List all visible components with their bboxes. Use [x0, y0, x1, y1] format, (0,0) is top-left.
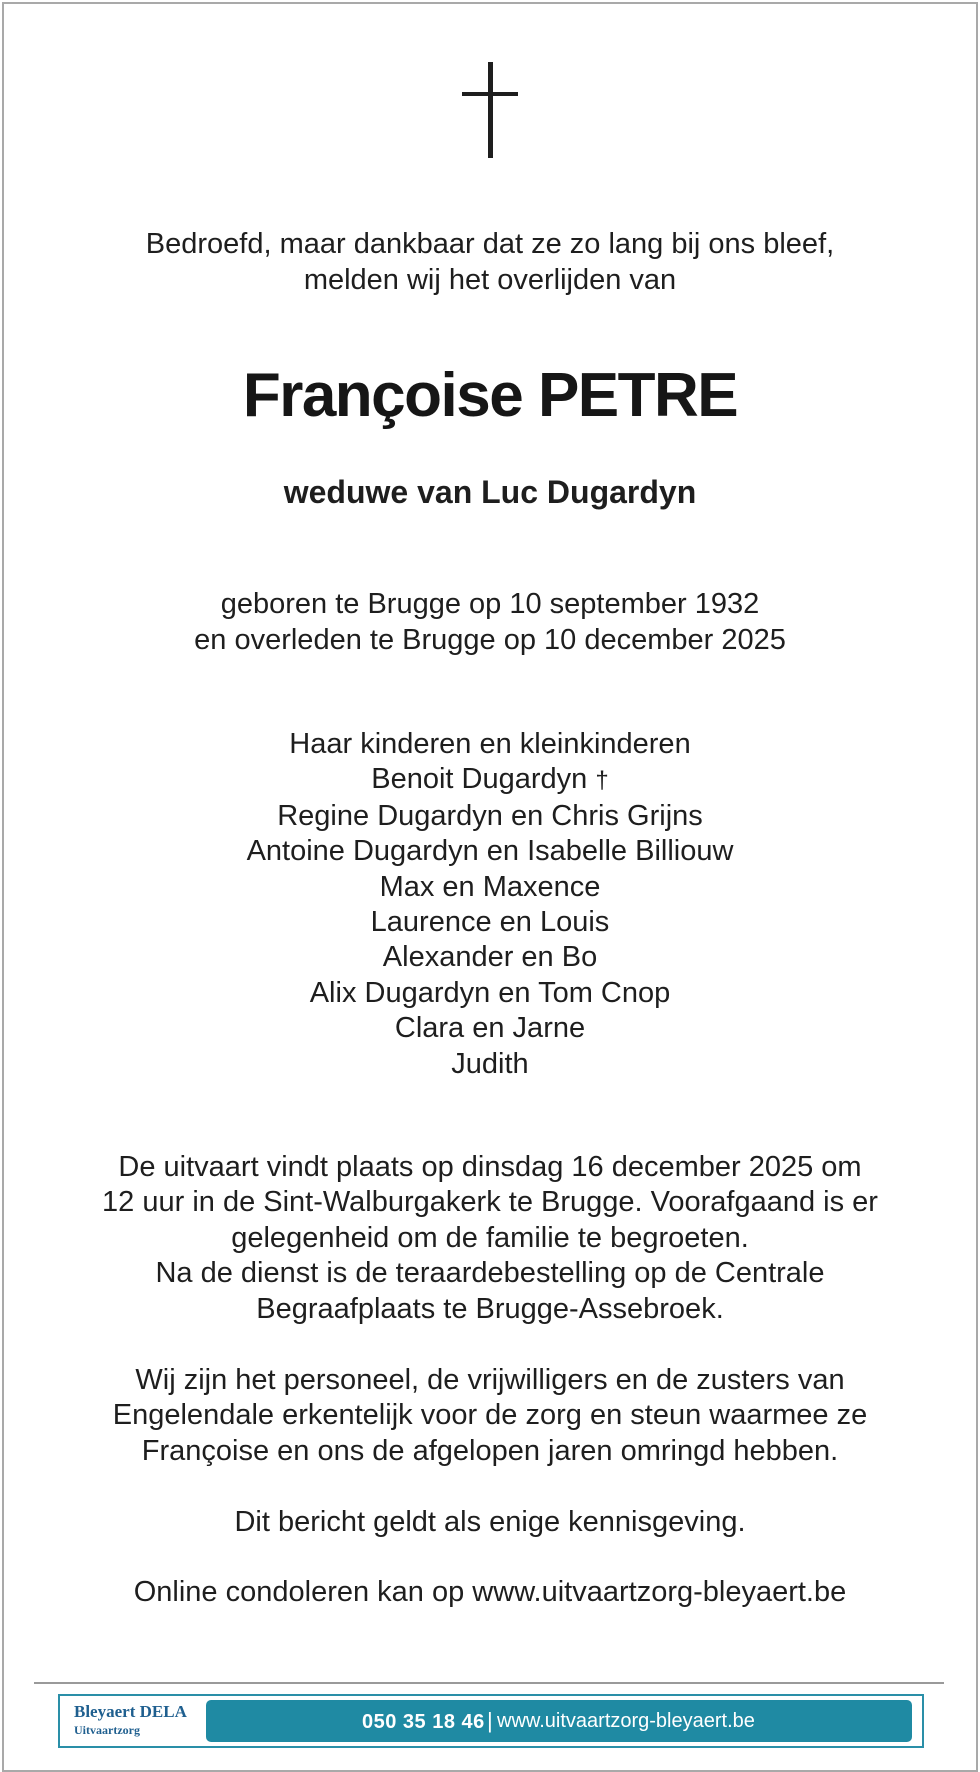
family-member: Alix Dugardyn en Tom Cnop	[309, 976, 671, 1009]
funeral-line: gelegenheid om de familie te begroeten.	[231, 1221, 749, 1254]
family-heading: Haar kinderen en kleinkinderen	[289, 728, 691, 760]
funeral-line: 12 uur in de Sint-Walburgakerk te Brugge. Voorafgaand is er	[102, 1186, 878, 1219]
life-dates	[0, 586, 980, 658]
contact-bar	[206, 1700, 912, 1742]
thanks-text	[0, 1363, 980, 1469]
family-list	[0, 727, 980, 1082]
deceased-name: Françoise PETRE	[242, 361, 738, 430]
phone-number[interactable]: 050 35 18 46	[362, 1711, 485, 1733]
family-member: Judith	[451, 1047, 529, 1080]
family-member	[0, 762, 980, 798]
contact-separator: |	[487, 1708, 493, 1733]
funeral-details	[0, 1150, 980, 1327]
family-member: Max en Maxence	[379, 870, 601, 903]
intro-line: melden wij het overlijden van	[303, 264, 677, 296]
thanks-line: Wij zijn het personeel, de vrijwilligers en de zusters van	[135, 1364, 845, 1396]
brand-logo	[74, 1702, 204, 1738]
website-link[interactable]: www.uitvaartzorg-bleyaert.be	[497, 1710, 755, 1732]
family-member: Antoine Dugardyn en Isabelle Billiouw	[246, 835, 734, 868]
funeral-home-banner	[58, 1694, 924, 1748]
intro-line: Bedroefd, maar dankbaar dat ze zo lang bij ons bleef,	[145, 228, 835, 260]
divider	[34, 1682, 944, 1684]
spouse-line: weduwe van Luc Dugardyn	[283, 474, 697, 510]
thanks-line: Engelendale erkentelijk voor de zorg en steun waarmee ze	[112, 1399, 868, 1432]
funeral-line: Begraafplaats te Brugge-Assebroek.	[256, 1292, 724, 1325]
death-line: en overleden te Brugge op 10 december 2025	[194, 624, 786, 656]
intro-text	[0, 226, 980, 298]
cross-icon	[462, 62, 518, 158]
funeral-line: De uitvaart vindt plaats op dinsdag 16 december 2025 om	[118, 1151, 862, 1183]
family-member-name: Benoit Dugardyn	[371, 763, 588, 796]
thanks-line: Françoise en ons de afgelopen jaren omringd hebben.	[141, 1434, 839, 1467]
family-member: Clara en Jarne	[394, 1012, 586, 1045]
family-member: Regine Dugardyn en Chris Grijns	[277, 799, 703, 832]
notice-text: Dit bericht geldt als enige kennisgeving.	[234, 1506, 746, 1538]
brand-name: Bleyaert DELA	[74, 1702, 187, 1721]
family-member: Alexander en Bo	[382, 941, 598, 974]
brand-subtitle: Uitvaartzorg	[74, 1723, 140, 1737]
funeral-line: Na de dienst is de teraardebestelling op de Centrale	[155, 1257, 825, 1290]
online-condolence-text: Online condoleren kan op www.uitvaartzorg-bleyaert.be	[133, 1576, 847, 1608]
family-member: Laurence en Louis	[370, 906, 610, 939]
small-cross-icon: †	[595, 767, 609, 795]
birth-line: geboren te Brugge op 10 september 1932	[220, 588, 760, 620]
